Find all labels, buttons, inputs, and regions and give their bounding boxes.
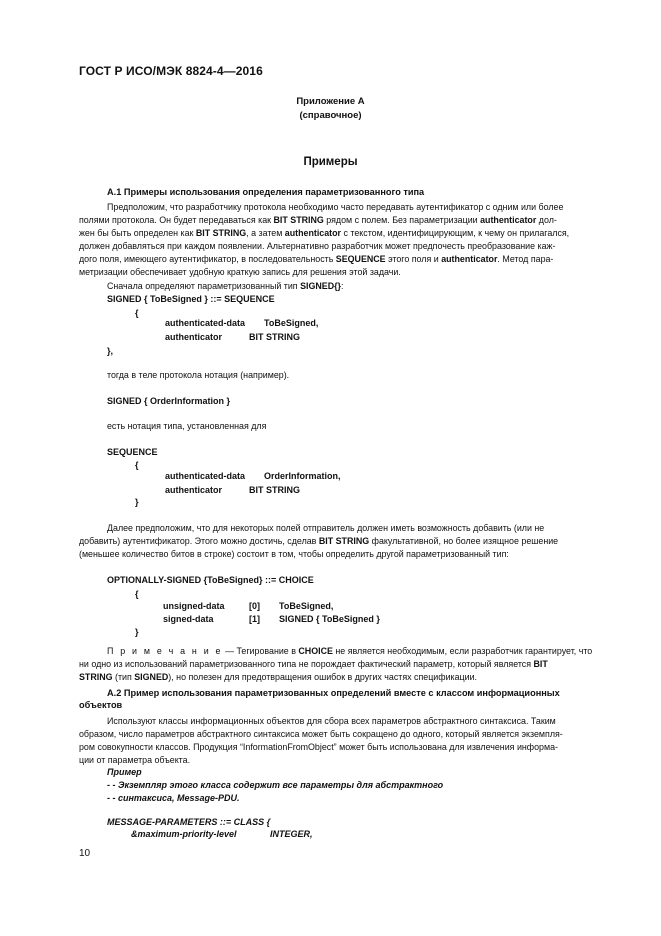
note-paragraph: П р и м е ч а н и е — Тегирование в CHOICE не является необходимым, если разработчик гарантирует, что ни одно из использований параметризованного типа не порождает фактический параметр, который является BIT STRING (тип SIGNED), но полезен для предотвращения ошибок в других частях спецификации. bbox=[79, 646, 593, 683]
a1-heading: А.1 Примеры использования определения параметризованного типа bbox=[107, 187, 425, 197]
code-field-name: authenticated-data bbox=[165, 318, 246, 328]
appendix-subtitle: (справочное) bbox=[299, 110, 362, 121]
code-sequence: SEQUENCE bbox=[107, 447, 158, 457]
a1-paragraph-2: Сначала определяют параметризованный тип SIGNED{}: bbox=[107, 281, 344, 291]
code-field-name: &maximum-priority-level bbox=[131, 829, 237, 839]
code-brace-open: { bbox=[135, 308, 139, 318]
example-label: Пример bbox=[107, 767, 142, 777]
code-field-type: OrderInformation, bbox=[264, 471, 341, 481]
code-field-type: ToBeSigned, bbox=[264, 318, 319, 328]
a1-paragraph-3: тогда в теле протокола нотация (например). bbox=[107, 370, 290, 380]
code-field-name: authenticator bbox=[165, 332, 223, 342]
code-field-name: authenticated-data bbox=[165, 471, 246, 481]
note-label: П р и м е ч а н и е bbox=[107, 646, 223, 656]
code-field-type: SIGNED { ToBeSigned } bbox=[279, 614, 380, 624]
code-brace-open: { bbox=[135, 460, 139, 470]
code-field-type: BIT STRING bbox=[249, 485, 300, 495]
page-number: 10 bbox=[79, 848, 91, 859]
code-field-type: BIT STRING bbox=[249, 332, 300, 342]
code-brace-close: } bbox=[135, 627, 139, 637]
code-comment: - - Экземпляр этого класса содержит все параметры для абстрактного bbox=[107, 780, 444, 790]
a2-heading-cont: объектов bbox=[79, 700, 123, 710]
code-signed-definition: SIGNED { ToBeSigned } ::= SEQUENCE bbox=[107, 294, 275, 304]
document-header: ГОСТ Р ИСО/МЭК 8824-4—2016 bbox=[79, 64, 263, 78]
code-field-type: ToBeSigned, bbox=[279, 601, 334, 611]
code-brace-open: { bbox=[135, 589, 139, 599]
a2-paragraph-1: Используют классы информационных объектов для сбора всех параметров абстрактного синтаксиса. Таким образом, число параметров абстрактного синтаксиса может быть сокращено до одного, который является экземпля- ром совокупности классов. Продукция “InformationFromObject” может быть использована для извлечения информа- ции от параметра объекта. bbox=[79, 716, 563, 766]
code-field-name: unsigned-data bbox=[163, 601, 225, 611]
code-brace-close: }, bbox=[107, 346, 114, 356]
a1-paragraph-5: Далее предположим, что для некоторых полей отправитель должен иметь возможность добавить (или не добавить) аутентификатор. Этого можно достичь, сделав BIT STRING факультативной, но более изящное решение (меньшее количество битов в строке) состоит в том, чтобы определить другой параметризованный тип: bbox=[79, 523, 559, 560]
code-optionally-signed: OPTIONALLY-SIGNED {ToBeSigned} ::= CHOICE bbox=[107, 575, 314, 585]
a2-heading: А.2 Пример использования параметризованных определений вместе с классом информационных bbox=[107, 688, 560, 698]
section-title: Примеры bbox=[303, 156, 358, 168]
a1-paragraph-1: Предположим, что разработчику протокола необходимо часто передавать аутентификатор с одним или более полями протокола. Он будет передаваться как BIT STRING рядом с полем. Без параметризации authenticator дол- жен бы быть определен как BIT STRING, а затем authenticator с текстом, идентифицирующим, к чему он прилагался, должен добавляться при каждом появлении. Альтернативно разработчик может предпочесть преобразование каж- дого поля, имеющего аутентификатор, в последовательность SEQUENCE этого поля и authenticator. Метод пара- метризации обеспечивает удобную краткую запись для решения этой задачи. bbox=[79, 202, 570, 278]
code-signed-order: SIGNED { OrderInformation } bbox=[107, 396, 231, 406]
code-message-parameters: MESSAGE-PARAMETERS ::= CLASS { bbox=[107, 817, 271, 827]
code-field-name: signed-data bbox=[163, 614, 214, 624]
a1-paragraph-4: есть нотация типа, установленная для bbox=[107, 421, 267, 431]
code-field-type: INTEGER, bbox=[270, 829, 313, 839]
code-field-name: authenticator bbox=[165, 485, 223, 495]
code-field-tag: [0] bbox=[249, 601, 260, 611]
code-field-tag: [1] bbox=[249, 614, 260, 624]
code-comment: - - синтаксиса, Message-PDU. bbox=[107, 793, 240, 803]
code-brace-close: } bbox=[135, 497, 139, 507]
appendix-title: Приложение А bbox=[296, 96, 365, 107]
